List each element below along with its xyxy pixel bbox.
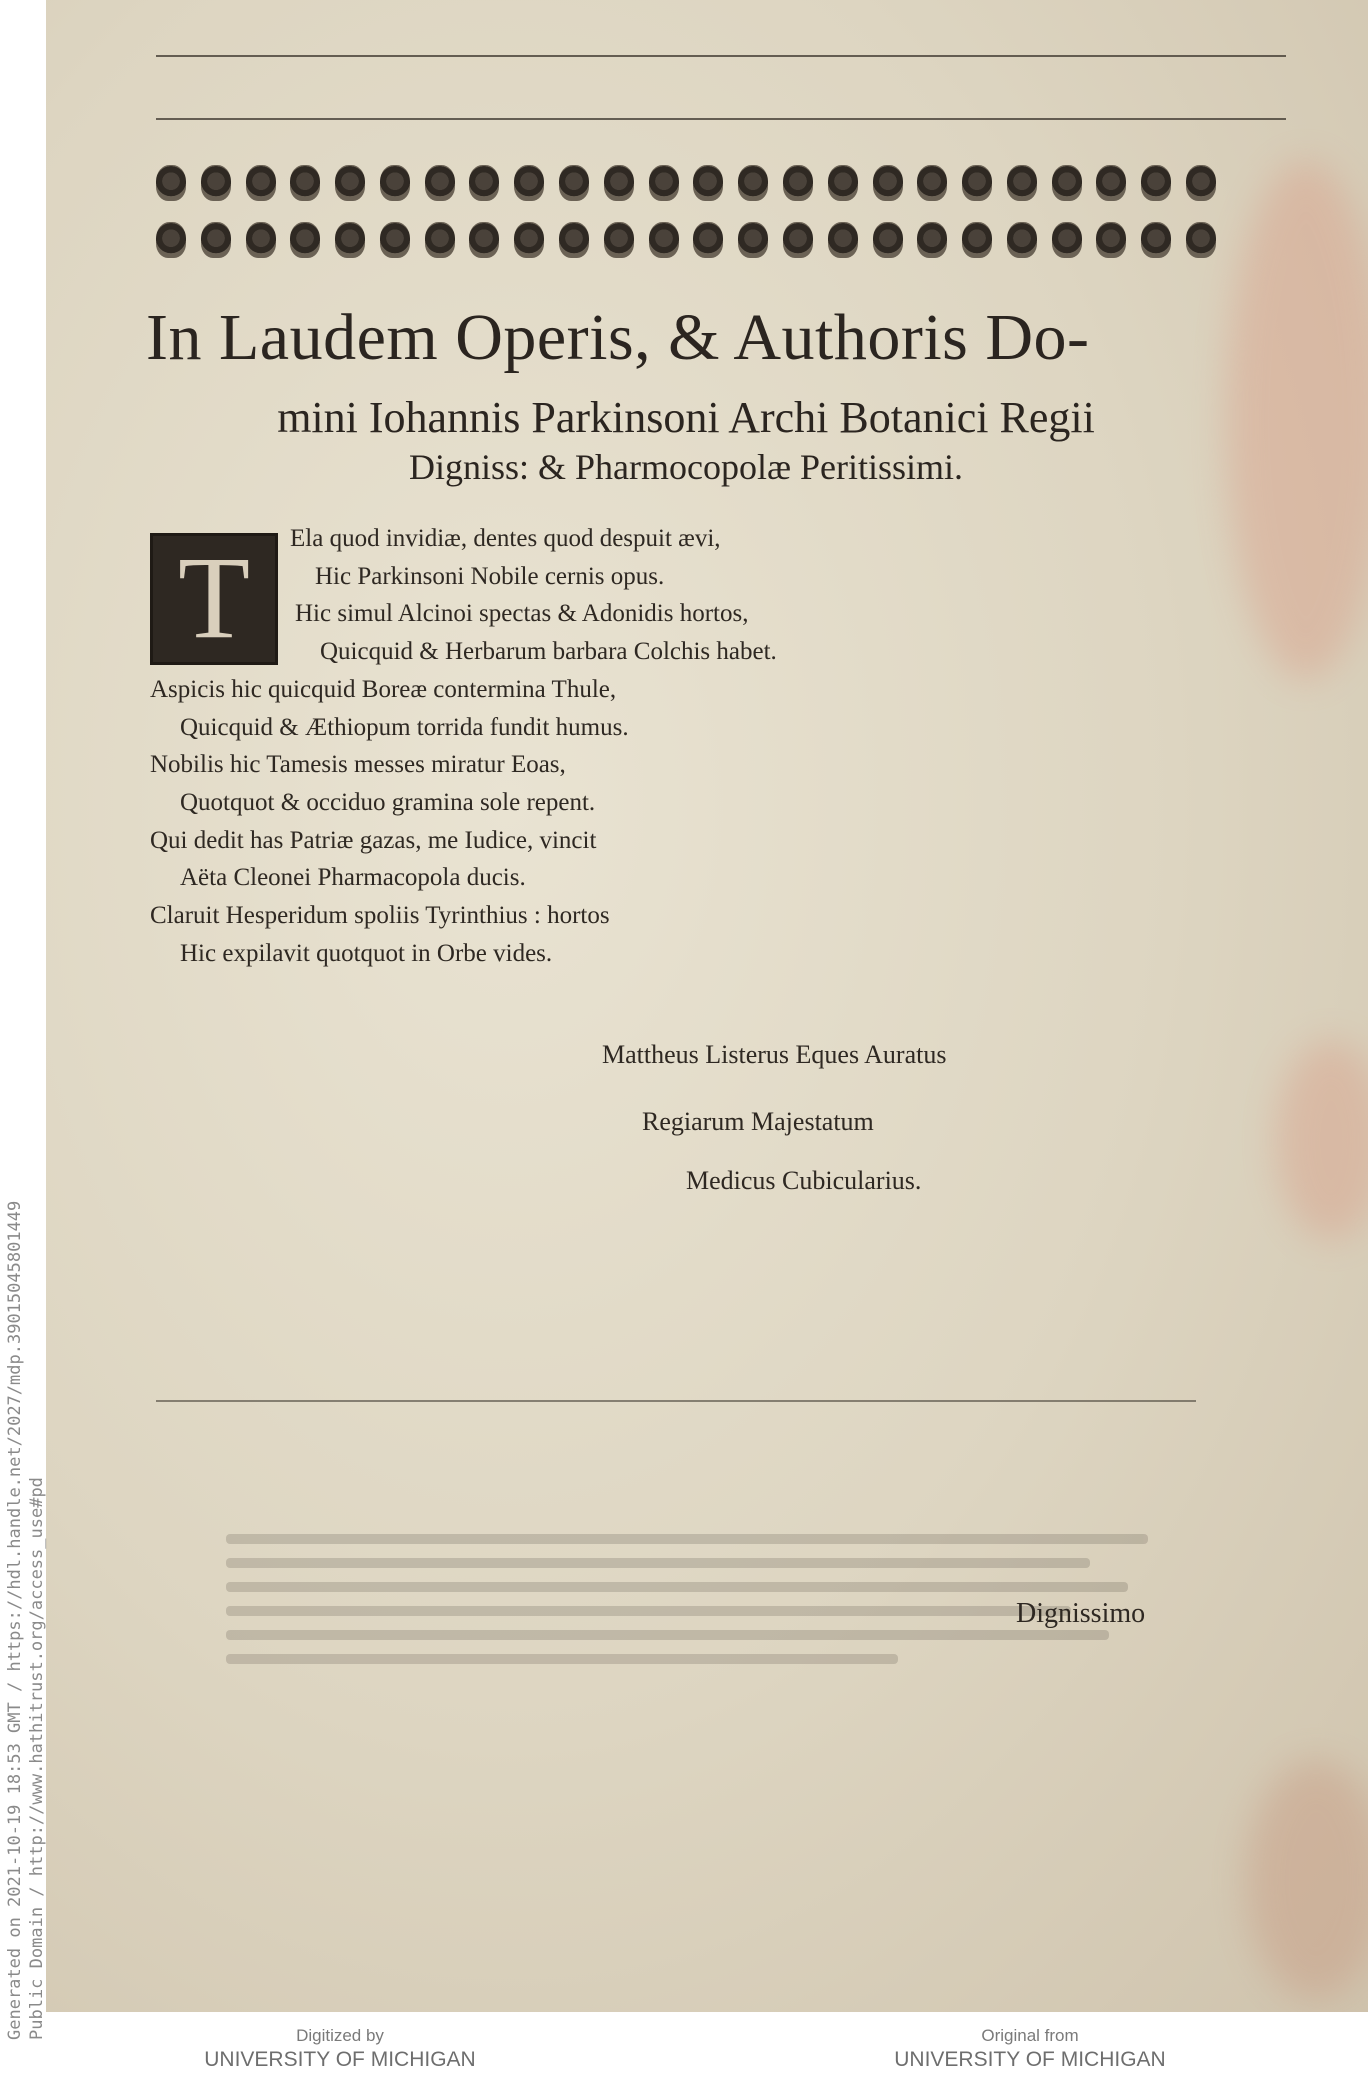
ornament-block — [604, 165, 634, 201]
footer-original-label: Original from — [981, 2026, 1079, 2045]
ornament-block — [1096, 222, 1126, 258]
footer-original — [830, 2026, 1230, 2072]
catchword: Dignissimo — [1016, 1598, 1146, 1629]
verse-line: Nobilis hic Tamesis messes miratur Eoas, — [150, 751, 566, 779]
ornament-block — [469, 165, 499, 201]
ornament-block — [649, 165, 679, 201]
page-title-line3: Digniss: & Pharmocopolæ Peritissimi. — [408, 447, 964, 487]
ornament-block — [559, 222, 589, 258]
ornament-block — [783, 222, 813, 258]
ornament-block — [559, 165, 589, 201]
ornament-block — [1186, 165, 1216, 201]
ornament-block — [380, 222, 410, 258]
verse-line: Ela quod invidiæ, dentes quod despuit ævi, — [290, 525, 721, 552]
ornament-block — [828, 165, 858, 201]
ornament-block — [1007, 165, 1037, 201]
ornament-block — [783, 165, 813, 201]
ornament-block — [962, 222, 992, 258]
ornament-block — [1141, 222, 1171, 258]
ornament-block — [246, 222, 276, 258]
ornament-block — [246, 165, 276, 201]
ornament-block — [425, 165, 455, 201]
bottom-rule — [156, 1400, 1196, 1402]
footer-digitized-institution: UNIVERSITY OF MICHIGAN — [204, 2048, 476, 2071]
verse-line: Quotquot & occiduo gramina sole repent. — [180, 788, 596, 816]
ornament-block — [917, 165, 947, 201]
watermark-line: Generated on 2021-10-19 18:53 GMT / https://hdl.handle.net/2027/mdp.39015045801449 — [5, 1200, 25, 2040]
ornament-block — [335, 165, 365, 201]
ornament-block — [693, 222, 723, 258]
ornament-block — [1052, 165, 1082, 201]
verse-line: Hic simul Alcinoi spectas & Adonidis hortos, — [295, 600, 749, 628]
ornament-block — [1052, 222, 1082, 258]
ornament-block — [738, 165, 768, 201]
page-stain — [1246, 1760, 1368, 2000]
verse-line: Hic Parkinsoni Nobile cernis opus. — [315, 562, 665, 590]
ornament-block — [380, 165, 410, 201]
ornament-block — [514, 165, 544, 201]
ornament-block — [693, 165, 723, 201]
page-stain — [1276, 1040, 1368, 1240]
verse-line: Quicquid & Herbarum barbara Colchis habet. — [320, 638, 777, 666]
ornament-block — [604, 222, 634, 258]
page-title: In Laudem Operis, & Authoris Do- — [146, 301, 1090, 374]
ornament-block — [873, 222, 903, 258]
footer-digitized — [140, 2026, 540, 2072]
verse-line: Claruit Hesperidum spoliis Tyrinthius : hortos — [150, 902, 610, 930]
verse-line: Quicquid & Æthiopum torrida fundit humus. — [180, 713, 629, 741]
ornament-block — [469, 222, 499, 258]
ornament-band — [156, 165, 1216, 201]
ornament-block — [873, 165, 903, 201]
ornament-block — [1007, 222, 1037, 258]
ornament-block — [201, 222, 231, 258]
ornament-block — [290, 165, 320, 201]
ornament-block — [828, 222, 858, 258]
top-rule — [156, 55, 1286, 57]
page-title-line2: mini Iohannis Parkinsoni Archi Botanici Regii — [277, 393, 1095, 442]
watermark-line: Public Domain / http://www.hathitrust.org/access_use#pd — [27, 1477, 47, 2040]
ornament-block — [917, 222, 947, 258]
scanned-page — [46, 0, 1368, 2012]
signature-office: Medicus Cubicularius. — [686, 1166, 922, 1195]
ornament-block — [1096, 165, 1126, 201]
page-stain — [1226, 160, 1368, 680]
ornament-block — [738, 222, 768, 258]
ornament-block — [1186, 222, 1216, 258]
ornament-block — [335, 222, 365, 258]
verse-line: Aëta Cleonei Pharmacopola ducis. — [180, 864, 526, 892]
footer-digitized-label: Digitized by — [296, 2026, 384, 2045]
ornament-block — [156, 222, 186, 258]
ornament-block — [649, 222, 679, 258]
hathitrust-watermark — [4, 1201, 48, 2040]
ornament-block — [290, 222, 320, 258]
top-rule — [156, 118, 1286, 120]
footer-original-institution: UNIVERSITY OF MICHIGAN — [894, 2048, 1166, 2071]
ornament-band — [156, 222, 1216, 258]
ornament-block — [201, 165, 231, 201]
poem — [150, 520, 1050, 972]
drop-cap-letter: T — [177, 532, 251, 663]
verse-line: Hic expilavit quotquot in Orbe vides. — [180, 939, 553, 967]
verse-line: Qui dedit has Patriæ gazas, me Iudice, vincit — [150, 826, 597, 854]
ornament-block — [156, 165, 186, 201]
signature-name: Mattheus Listerus Eques Auratus — [602, 1040, 947, 1069]
ornament-block — [1141, 165, 1171, 201]
bleed-through-text — [226, 1520, 1186, 1760]
verse-line: Aspicis hic quicquid Boreæ contermina Thule, — [150, 675, 617, 703]
ornament-block — [514, 222, 544, 258]
ornament-block — [425, 222, 455, 258]
ornament-block — [962, 165, 992, 201]
signature-title: Regiarum Majestatum — [642, 1107, 874, 1136]
